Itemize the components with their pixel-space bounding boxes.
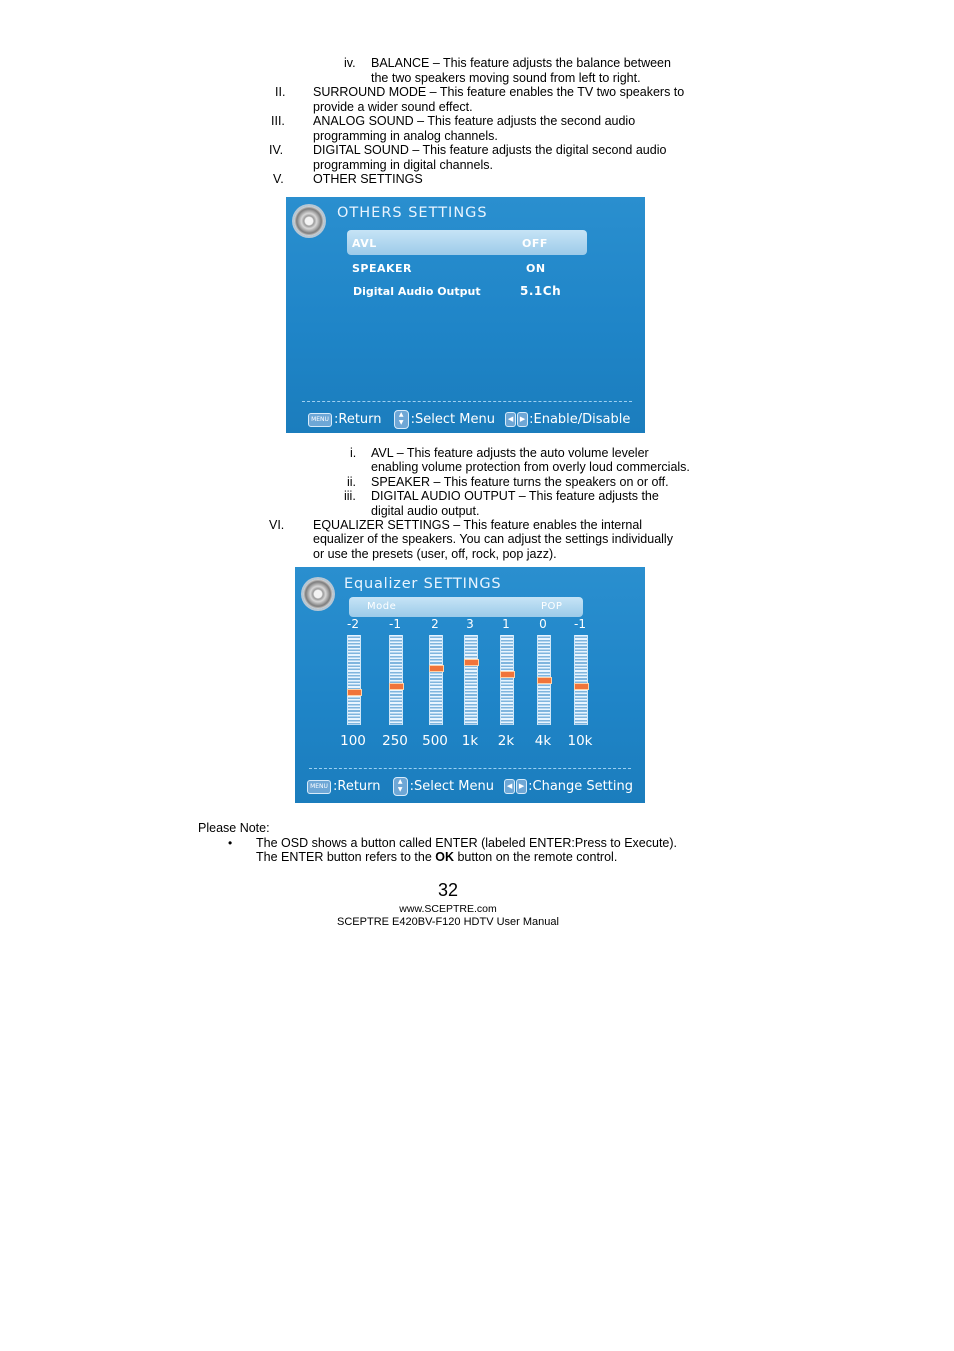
list-marker: iii. — [344, 489, 356, 503]
equalizer-description-cont: equalizer of the speakers. You can adjust the settings individually — [313, 532, 673, 546]
eq-level-label: -1 — [574, 617, 586, 631]
eq-frequency-label: 100 — [340, 733, 366, 749]
eq-slider-knob[interactable] — [574, 683, 589, 690]
divider — [309, 768, 631, 769]
hint-bar — [308, 410, 630, 429]
list-marker: VI. — [269, 518, 285, 532]
list-marker: V. — [273, 172, 284, 186]
page-number: 32 — [437, 880, 459, 900]
speaker-icon — [303, 579, 333, 609]
up-down-key-icon: ▲ ▼ — [393, 777, 408, 796]
hint-select-menu: :Select Menu — [409, 779, 494, 794]
eq-frequency-label: 10k — [567, 733, 593, 749]
eq-level-label: -1 — [389, 617, 401, 631]
hint-bar — [307, 777, 633, 796]
digital-sound-text-cont: programming in digital channels. — [313, 158, 493, 172]
list-marker: II. — [275, 85, 286, 99]
speaker-value: ON — [526, 262, 546, 275]
list-marker: III. — [271, 114, 285, 128]
note-text-cont — [256, 850, 617, 865]
eq-slider-knob[interactable] — [389, 683, 404, 690]
note-text: The OSD shows a button called ENTER (labeled ENTER:Press to Execute). — [256, 836, 678, 850]
eq-frequency-label: 1k — [461, 733, 479, 749]
eq-slider[interactable] — [429, 635, 443, 725]
balance-text-cont: the two speakers moving sound from left to right. — [371, 71, 641, 85]
avl-description: AVL – This feature adjusts the auto volume leveler — [371, 446, 649, 460]
analog-sound-text: ANALOG SOUND – This feature adjusts the second audio — [313, 114, 636, 128]
digital-sound-text: DIGITAL SOUND – This feature adjusts the digital second audio — [313, 143, 667, 157]
list-marker: ii. — [347, 475, 357, 489]
other-settings-text: OTHER SETTINGS — [313, 172, 423, 186]
digital-audio-description-cont: digital audio output. — [371, 504, 480, 518]
speaker-icon — [294, 206, 324, 236]
eq-slider[interactable] — [389, 635, 403, 725]
eq-level-label: 2 — [431, 617, 439, 631]
up-down-key-icon: ▲ ▼ — [394, 410, 409, 429]
eq-slider[interactable] — [347, 635, 361, 725]
eq-level-label: 3 — [466, 617, 474, 631]
selected-row-highlight — [347, 230, 587, 255]
avl-description-cont: enabling volume protection from overly loud commercials. — [371, 460, 690, 474]
eq-frequency-label: 4k — [534, 733, 552, 749]
hint-return: :Return — [333, 779, 381, 794]
digital-audio-output-value: 5.1Ch — [520, 284, 562, 298]
hint-return: :Return — [334, 412, 382, 427]
list-marker: IV. — [269, 143, 284, 157]
note-heading: Please Note: — [198, 821, 270, 835]
divider — [302, 401, 632, 402]
eq-level-label: 0 — [539, 617, 547, 631]
balance-text: BALANCE – This feature adjusts the balance between — [371, 56, 671, 70]
osd-title: OTHERS SETTINGS — [337, 205, 488, 221]
hint-select-menu: :Select Menu — [410, 412, 495, 427]
menu-key-icon: MENU — [307, 780, 331, 794]
eq-slider-knob[interactable] — [537, 677, 552, 684]
bullet-icon: • — [228, 836, 233, 850]
hint-enable-disable: :Enable/Disable — [529, 412, 631, 427]
avl-value: OFF — [522, 237, 548, 250]
list-marker: iv. — [344, 56, 356, 70]
right-key-icon: ▶ — [517, 412, 528, 427]
others-settings-screenshot — [286, 197, 645, 433]
eq-slider[interactable] — [537, 635, 551, 725]
equalizer-description-cont2: or use the presets (user, off, rock, pop jazz). — [313, 547, 557, 561]
eq-slider-knob[interactable] — [500, 671, 515, 678]
analog-sound-text-cont: programming in analog channels. — [313, 129, 498, 143]
mode-label: Mode — [367, 601, 397, 612]
eq-slider-knob[interactable] — [347, 689, 362, 696]
eq-frequency-label: 250 — [382, 733, 408, 749]
note-text-ok: OK — [435, 850, 454, 864]
left-key-icon: ◀ — [504, 779, 515, 794]
equalizer-description: EQUALIZER SETTINGS – This feature enables the internal — [313, 518, 643, 532]
speaker-description: SPEAKER – This feature turns the speakers on or off. — [371, 475, 669, 489]
eq-slider[interactable] — [500, 635, 514, 725]
osd-title: Equalizer SETTINGS — [344, 576, 502, 592]
list-marker: i. — [350, 446, 357, 460]
eq-level-label: -2 — [347, 617, 359, 631]
eq-slider[interactable] — [574, 635, 588, 725]
surround-mode-text-cont: provide a wider sound effect. — [313, 100, 473, 114]
footer-website: www.SCEPTRE.com — [399, 903, 497, 915]
equalizer-settings-screenshot — [295, 567, 645, 803]
eq-slider-knob[interactable] — [464, 659, 479, 666]
digital-audio-description: DIGITAL AUDIO OUTPUT – This feature adjusts the — [371, 489, 659, 503]
right-key-icon: ▶ — [516, 779, 527, 794]
hint-change-setting: :Change Setting — [528, 779, 633, 794]
note-text-post: button on the remote control. — [454, 850, 618, 864]
left-key-icon: ◀ — [505, 412, 516, 427]
eq-frequency-label: 500 — [422, 733, 448, 749]
eq-slider-knob[interactable] — [429, 665, 444, 672]
note-text-pre: The ENTER button refers to the — [256, 850, 436, 864]
eq-level-label: 1 — [502, 617, 510, 631]
mode-value: POP — [541, 601, 563, 612]
eq-frequency-label: 2k — [497, 733, 515, 749]
speaker-label: SPEAKER — [352, 262, 413, 275]
surround-mode-text: SURROUND MODE – This feature enables the TV two speakers to — [313, 85, 685, 99]
avl-label: AVL — [352, 237, 377, 250]
digital-audio-output-label: Digital Audio Output — [353, 285, 481, 298]
footer-manual-title: SCEPTRE E420BV-F120 HDTV User Manual — [337, 916, 559, 928]
eq-slider[interactable] — [464, 635, 478, 725]
menu-key-icon: MENU — [308, 413, 332, 427]
